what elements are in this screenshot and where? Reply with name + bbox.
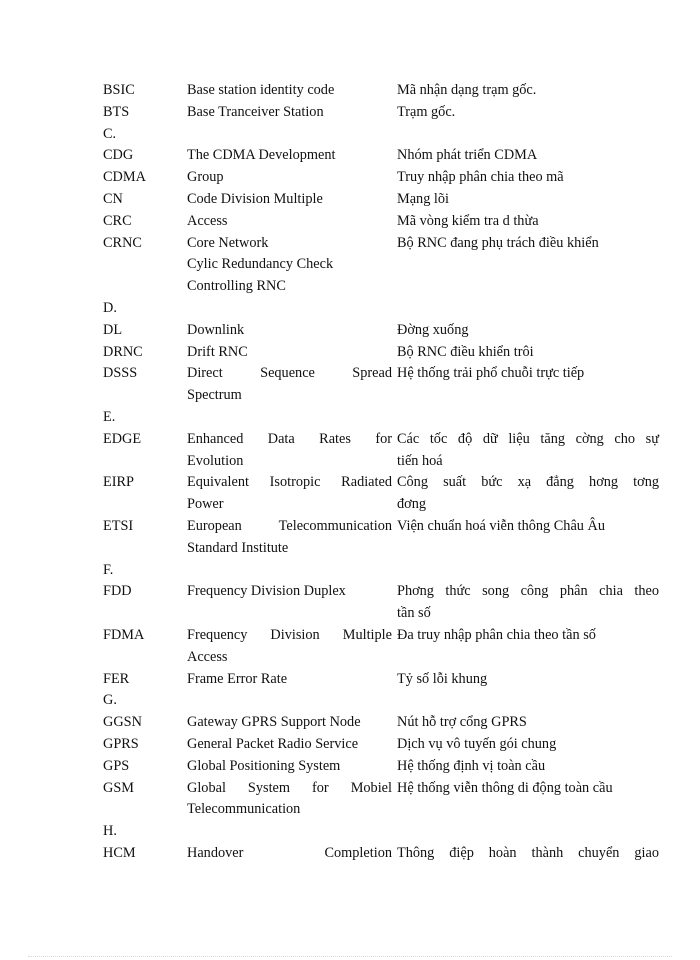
vietnamese-meaning xyxy=(397,363,659,407)
vietnamese-meaning-line: Mã vòng kiểm tra d thừa xyxy=(397,212,539,229)
abbreviation: CDG xyxy=(103,147,134,164)
english-term-line: Group xyxy=(187,169,224,186)
glossary-row xyxy=(103,756,659,778)
abbreviation: EDGE xyxy=(103,430,142,447)
vietnamese-meaning xyxy=(397,581,659,625)
vietnamese-meaning xyxy=(397,429,659,473)
vietnamese-meaning-line: Hệ thống viễn thông di động toàn cầu xyxy=(397,779,613,796)
english-term-line: Code Division Multiple xyxy=(187,190,323,207)
english-term-line: Gateway GPRS Support Node xyxy=(187,714,361,731)
vietnamese-meaning xyxy=(397,756,659,778)
english-term-line: Base station identity code xyxy=(187,82,335,98)
vietnamese-meaning xyxy=(397,843,659,865)
vietnamese-meaning xyxy=(397,712,659,734)
vietnamese-meaning-line: đơng xyxy=(397,496,427,513)
abbreviation: DL xyxy=(103,321,123,338)
english-term xyxy=(187,712,392,734)
english-term-line: Telecommunication xyxy=(187,801,301,818)
vietnamese-meaning xyxy=(397,145,659,167)
vietnamese-meaning-line: Nút hỗ trợ cổng GPRS xyxy=(397,714,527,731)
english-term-line: Cylic Redundancy Check xyxy=(187,256,334,273)
vietnamese-meaning xyxy=(397,80,659,102)
english-term-line: Handover Completion xyxy=(187,844,392,861)
vietnamese-meaning xyxy=(397,211,659,233)
section-letter: E. xyxy=(103,408,116,425)
abbreviation: CRC xyxy=(103,212,132,229)
abbreviation: DSSS xyxy=(103,365,138,382)
glossary-row xyxy=(103,472,659,516)
vietnamese-meaning xyxy=(397,320,659,342)
abbreviation: BTS xyxy=(103,103,130,120)
english-term xyxy=(187,363,392,407)
vietnamese-meaning xyxy=(397,778,659,822)
section-letter: H. xyxy=(103,823,117,840)
english-term-line: Power xyxy=(187,496,224,513)
abbreviation: FER xyxy=(103,670,130,687)
abbreviation: CN xyxy=(103,190,123,207)
glossary-row xyxy=(103,145,659,167)
english-term xyxy=(187,320,392,342)
abbreviation: GPS xyxy=(103,757,130,774)
glossary-row xyxy=(103,189,659,211)
vietnamese-meaning xyxy=(397,233,659,298)
abbreviation: GSM xyxy=(103,779,134,796)
english-term xyxy=(187,625,392,669)
english-term xyxy=(187,189,392,211)
abbreviation: GGSN xyxy=(103,714,142,731)
english-term-line: Core Network xyxy=(187,234,269,251)
abbreviation: DRNC xyxy=(103,343,143,360)
english-term xyxy=(187,429,392,473)
glossary-row xyxy=(103,342,659,364)
vietnamese-meaning xyxy=(397,734,659,756)
vietnamese-meaning-line: tiến hoá xyxy=(397,452,443,469)
vietnamese-meaning-line: Bộ RNC điều khiển trôi xyxy=(397,343,534,360)
english-term xyxy=(187,145,392,167)
english-term-line: Controlling RNC xyxy=(187,278,286,295)
english-term xyxy=(187,211,392,233)
english-term-line: Equivalent Isotropic Radiated xyxy=(187,474,392,491)
english-term xyxy=(187,233,392,298)
english-term-line: Access xyxy=(187,648,228,665)
glossary-row xyxy=(103,320,659,342)
english-term xyxy=(187,669,392,691)
glossary-row xyxy=(103,625,659,669)
english-term xyxy=(187,581,392,625)
english-term-line: Frequency Division Multiple xyxy=(187,626,392,643)
english-term-line: Direct Sequence Spread xyxy=(187,365,392,382)
vietnamese-meaning xyxy=(397,167,659,189)
page-footer-divider xyxy=(28,956,672,957)
glossary-row xyxy=(103,712,659,734)
english-term-line: Downlink xyxy=(187,321,245,338)
english-term xyxy=(187,734,392,756)
glossary-row xyxy=(103,843,659,865)
english-term-line: General Packet Radio Service xyxy=(187,735,359,752)
vietnamese-meaning-line: Phơng thức song công phân chia theo xyxy=(397,583,659,600)
english-term-line: Standard Institute xyxy=(187,539,289,556)
glossary-row xyxy=(103,429,659,473)
abbreviation: BSIC xyxy=(103,82,135,98)
glossary-row xyxy=(103,80,659,102)
glossary-row xyxy=(103,211,659,233)
english-term-line: Base Tranceiver Station xyxy=(187,103,324,120)
section-letter: C. xyxy=(103,125,117,142)
glossary-row xyxy=(103,233,659,298)
english-term-line: Frame Error Rate xyxy=(187,670,288,687)
glossary-row xyxy=(103,516,659,560)
vietnamese-meaning-line: Trạm gốc. xyxy=(397,103,456,120)
english-term xyxy=(187,80,392,102)
vietnamese-meaning-line: Viện chuẩn hoá viễn thông Châu Âu xyxy=(397,517,605,534)
vietnamese-meaning xyxy=(397,669,659,691)
abbreviation: ETSI xyxy=(103,517,134,534)
vietnamese-meaning xyxy=(397,472,659,516)
english-term xyxy=(187,516,392,560)
english-term xyxy=(187,342,392,364)
glossary-row xyxy=(103,363,659,407)
abbreviation-glossary xyxy=(103,80,659,865)
vietnamese-meaning-line: Đa truy nhập phân chia theo tần số xyxy=(397,626,596,643)
glossary-row xyxy=(103,778,659,822)
vietnamese-meaning xyxy=(397,102,659,124)
vietnamese-meaning-line: Hệ thống trải phổ chuỗi trực tiếp xyxy=(397,365,585,382)
vietnamese-meaning-line: Truy nhập phân chia theo mã xyxy=(397,169,564,186)
abbreviation: CDMA xyxy=(103,169,146,186)
glossary-row xyxy=(103,734,659,756)
english-term-line: Drift RNC xyxy=(187,343,248,360)
vietnamese-meaning-line: Nhóm phát triển CDMA xyxy=(397,147,538,164)
vietnamese-meaning-line: Hệ thống định vị toàn cầu xyxy=(397,757,546,774)
abbreviation: CRNC xyxy=(103,234,142,251)
vietnamese-meaning xyxy=(397,625,659,669)
english-term xyxy=(187,472,392,516)
abbreviation: EIRP xyxy=(103,474,134,491)
section-letter: G. xyxy=(103,692,117,709)
vietnamese-meaning-line: Dịch vụ vô tuyến gói chung xyxy=(397,735,557,752)
glossary-row xyxy=(103,669,659,691)
abbreviation: HCM xyxy=(103,844,136,861)
english-term-line: Evolution xyxy=(187,452,244,469)
english-term-line: European Telecommunication xyxy=(187,517,392,534)
english-term xyxy=(187,102,392,124)
english-term xyxy=(187,843,392,865)
english-term-line: Global System for Mobiel xyxy=(187,779,392,796)
vietnamese-meaning-line: Tỷ số lỗi khung xyxy=(397,670,488,687)
english-term-line: Global Positioning System xyxy=(187,757,341,774)
section-letter: D. xyxy=(103,299,117,316)
vietnamese-meaning-line: tần số xyxy=(397,605,431,622)
vietnamese-meaning-line: Bộ RNC đang phụ trách điều khiển xyxy=(397,234,599,251)
english-term xyxy=(187,167,392,189)
vietnamese-meaning-line: Công suất bức xạ đẳng hơng tơng xyxy=(397,474,659,491)
vietnamese-meaning-line: Mã nhận dạng trạm gốc. xyxy=(397,82,537,98)
english-term-line: The CDMA Development xyxy=(187,147,336,164)
glossary-row xyxy=(103,581,659,625)
english-term xyxy=(187,778,392,822)
english-term-line: Frequency Division Duplex xyxy=(187,583,346,600)
vietnamese-meaning xyxy=(397,342,659,364)
vietnamese-meaning-line: Đờng xuống xyxy=(397,321,469,338)
glossary-row xyxy=(103,167,659,189)
vietnamese-meaning-line: Mạng lõi xyxy=(397,190,450,207)
abbreviation: FDD xyxy=(103,583,132,600)
english-term-line: Enhanced Data Rates for xyxy=(187,430,392,447)
glossary-row xyxy=(103,102,659,124)
vietnamese-meaning xyxy=(397,189,659,211)
english-term-line: Access xyxy=(187,212,228,229)
abbreviation: FDMA xyxy=(103,626,145,643)
vietnamese-meaning-line: Thông điệp hoàn thành chuyển giao xyxy=(397,844,659,861)
abbreviation: GPRS xyxy=(103,735,139,752)
english-term-line: Spectrum xyxy=(187,387,242,404)
section-letter: F. xyxy=(103,561,114,578)
vietnamese-meaning-line: Các tốc độ dữ liệu tăng cờng cho sự xyxy=(397,430,659,447)
vietnamese-meaning xyxy=(397,516,659,560)
english-term xyxy=(187,756,392,778)
